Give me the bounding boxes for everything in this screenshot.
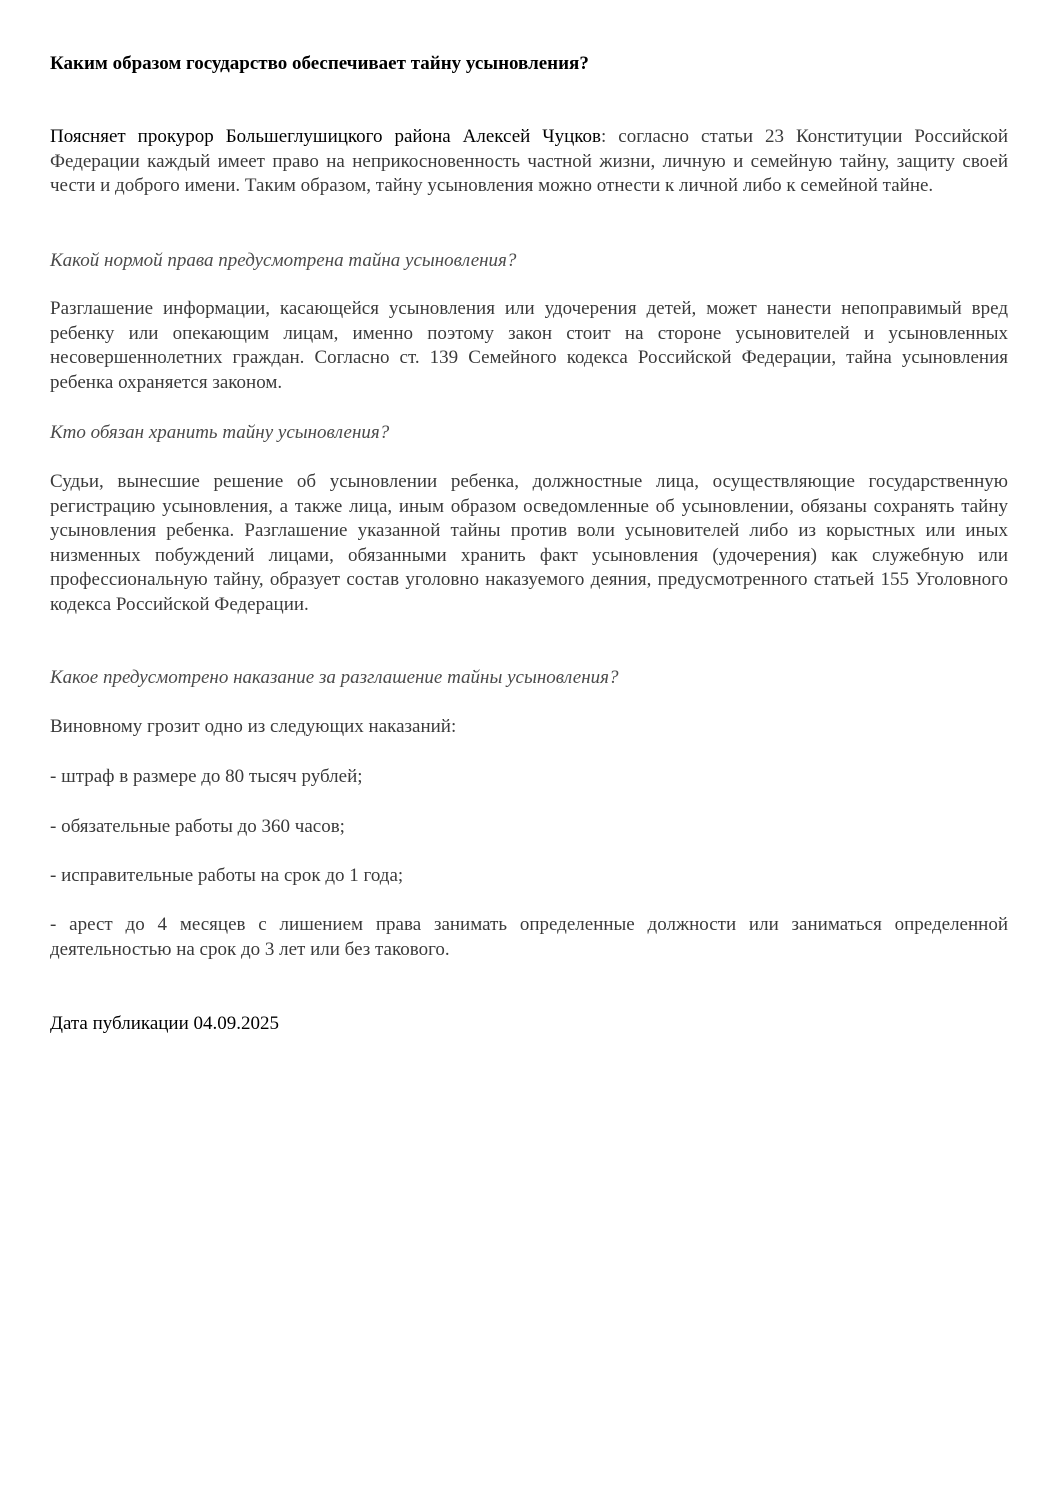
- intro-text: : согласно статьи 23 Конституции Российской Федерации каждый имеет право на неприкосновенность частной жизни, личную и семейную тайну, защиту своей чести и доброго имени. Таким образом, тайну усыновления можно отнести к личной либо к семейной тайне.: [50, 126, 1008, 196]
- document-title: Каким образом государство обеспечивает тайну усыновления?: [50, 53, 589, 74]
- question-3: Какое предусмотрено наказание за разглашение тайны усыновления?: [50, 667, 619, 688]
- answer-3-intro: Виновному грозит одно из следующих наказаний:: [50, 716, 457, 737]
- publication-date: Дата публикации 04.09.2025: [50, 1013, 280, 1034]
- question-1: Какой нормой права предусмотрена тайна усыновления?: [50, 250, 517, 271]
- penalty-item: - штраф в размере до 80 тысяч рублей;: [50, 766, 363, 787]
- penalty-item: - обязательные работы до 360 часов;: [50, 816, 345, 837]
- answer-2: Судьи, вынесшие решение об усыновлении ребенка, должностные лица, осуществляющие государственную регистрацию усыновления, а также лица, иным образом осведомленные об усыновлении, обязаны сохранять тайну усыновления ребенка. Разглашение указанной тайны против воли усыновителей либо из корыстных или иных низменных побуждений лицами, обязанными хранить факт усыновления (удочерения) как служебную или профессиональную тайну, образует состав уголовно наказуемого деяния, предусмотренного статьей 155 Уголовного кодекса Российской Федерации.: [50, 471, 1008, 615]
- penalty-item: - исправительные работы на срок до 1 года;: [50, 865, 404, 886]
- intro-paragraph: [50, 125, 1008, 199]
- intro-lead: Поясняет прокурор Большеглушицкого района Алексей Чуцков: [50, 126, 602, 147]
- question-2: Кто обязан хранить тайну усыновления?: [50, 422, 390, 443]
- answer-1: Разглашение информации, касающейся усыновления или удочерения детей, может нанести непоправимый вред ребенку или опекающим лицам, именно поэтому закон стоит на стороне усыновителей и усыновленных несовершеннолетних граждан. Согласно ст. 139 Семейного кодекса Российской Федерации, тайна усыновления ребенка охраняется законом.: [50, 298, 1008, 393]
- penalty-item: - арест до 4 месяцев с лишением права занимать определенные должности или заниматься определенной деятельностью на срок до 3 лет или без такового.: [50, 914, 1008, 960]
